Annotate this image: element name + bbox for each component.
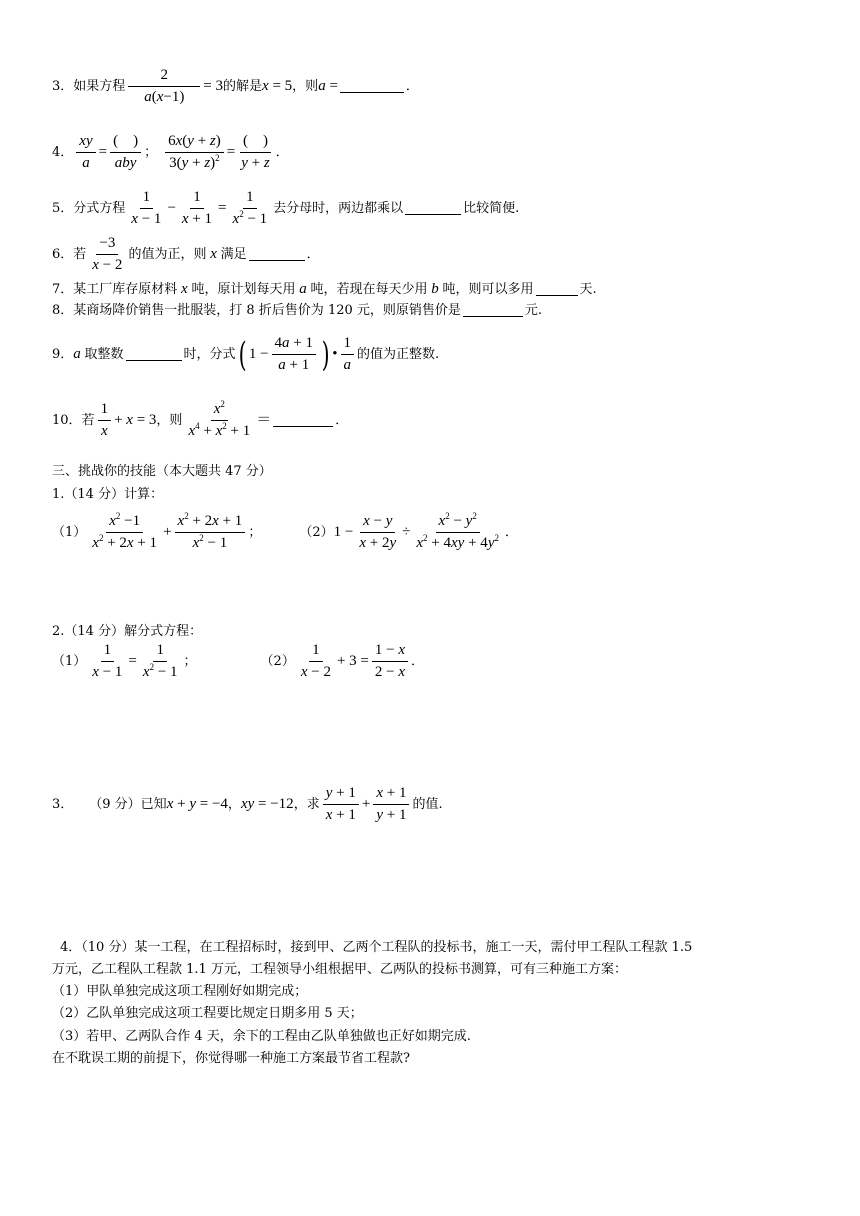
fraction: $\frac{y + 1}{x + 1}$: [323, 786, 359, 823]
fraction: $\frac{1}{x^2 - 1}$: [142, 642, 178, 680]
question-6: 6． 若 $\frac{-3}{x - 2}$ 的值为正，则 x 满足 ．: [52, 235, 320, 273]
fraction: $\frac{xy}{a}$: [76, 134, 95, 171]
problem-1-title: 1.（14 分）计算：: [52, 487, 164, 502]
question-8: 8．某商场降价销售一批服装，打 8 折后售价为 120 元，则原销售价是 元.: [52, 303, 543, 318]
problem-4-line: （3）若甲、乙两队合作 4 天，余下的工程由乙队单独做也正好如期完成.: [52, 1029, 471, 1044]
problem-2-parts: （1） $\frac{1}{x - 1}$ = $\frac{1}{x^2 - 1}$ ； （2） $\frac{1}{x - 2}$ + 3 = $\frac{1 - x}{2 - x}$ ．: [52, 642, 425, 680]
answer-blank[interactable]: [463, 305, 523, 317]
fraction: $\frac{x^2 + 2x + 1}{x^2 - 1}$: [175, 514, 246, 551]
q-number: 10．: [52, 413, 82, 428]
q-text: 的解是: [223, 79, 263, 94]
question-4: 4． $\frac{xy}{a}$ = $\frac{( )}{\text{aby}}$ ； $\frac{6x(y + z)}{3(y + z)^2}$ = $\frac{( )}{y + z}$ ．: [52, 133, 289, 171]
answer-blank[interactable]: [249, 249, 305, 261]
fraction: $\frac{x + 1}{y + 1}$: [373, 786, 409, 823]
question-3: 3． 如果方程 $\frac{2}{a(x-1)}$ = 3 的解是 x = 5 ，则 a = ．: [52, 67, 419, 105]
fraction: $\frac{1}{x}$: [98, 402, 112, 439]
problem-2-title: 2.（14 分）解分式方程：: [52, 624, 203, 639]
q-number: 3．: [52, 79, 74, 94]
answer-blank[interactable]: [405, 203, 461, 215]
answer-blank[interactable]: [536, 284, 578, 296]
fraction: $\frac{1}{x - 2}$: [300, 642, 331, 680]
question-10: 10． 若 $\frac{1}{x}$ + x = 3 ，则 $\frac{x^2}{x^4 + x^2 + 1}$ ＝ ．: [52, 399, 349, 439]
fraction: $\frac{1}{a}$: [341, 336, 355, 373]
question-5: 5． 分式方程 $\frac{1}{x - 1}$ − $\frac{1}{x + 1}$ = $\frac{1}{x^2 - 1}$ 去分母时，两边都乘以 比较简便.: [52, 189, 520, 227]
fraction: $\frac{x - y}{x + 2y}$: [359, 513, 397, 551]
problem-4-line: （2）乙队单独完成这项工程要比规定日期多用 5 天；: [52, 1006, 363, 1021]
q-number: 4．: [52, 145, 74, 160]
fraction: $\frac{1}{x^2 - 1}$: [232, 189, 268, 227]
question-9: 9． a 取整数 时，分式 ( 1 − $\frac{4a + 1}{a + 1}$ ) • $\frac{1}{a}$ 的值为正整数.: [52, 334, 440, 375]
problem-4-line: （1）甲队单独完成这项工程刚好如期完成；: [52, 984, 308, 999]
fraction-blank[interactable]: $\frac{( )}{y + z}$: [241, 133, 270, 171]
fraction: $\frac{x^2 - y^2}{x^2 + 4xy + 4y^2}$: [416, 511, 499, 551]
fraction: $\frac{1}{x - 1}$: [92, 642, 123, 680]
question-7: 7．某工厂库存原材料 x 吨，原计划每天用 a 吨，若现在每天少用 b 吨，则可以多用 天.: [52, 281, 597, 297]
fraction: $\frac{x^2 -1}{x^2 + 2x + 1}$: [92, 511, 158, 551]
fraction: $\frac{6x(y + z)}{3(y + z)^2}$: [165, 134, 224, 171]
section-heading: 三、挑战你的技能（本大题共 47 分）: [52, 464, 272, 479]
q-number: 5．: [52, 201, 74, 216]
problem-4-line: 万元，乙工程队工程款 1.1 万元，工程领导小组根据甲、乙两队的投标书测算，可有三种施工方案：: [52, 962, 627, 977]
problem-4-line: 在不耽误工期的前提下，你觉得哪一种施工方案最节省工程款?: [52, 1051, 410, 1066]
fraction: $\frac{2}{a(x-1)}$: [128, 68, 200, 105]
problem-1-parts: （1） $\frac{x^2 -1}{x^2 + 2x + 1}$ + $\frac{x^2 + 2x + 1}{x^2 - 1}$ ； （2） 1 − $\frac{x - y}{x + 2y}$ ÷ $\frac{x^2 - y^2}{x^2 + 4xy + 4y^2}$ ．: [52, 511, 518, 551]
fraction: $\frac{4a + 1}{a + 1}$: [272, 336, 316, 373]
fraction: $\frac{-3}{x - 2}$: [92, 235, 123, 273]
fraction: $\frac{1}{x + 1}$: [181, 189, 213, 227]
q-number: 3．: [52, 797, 74, 812]
fraction-blank[interactable]: $\frac{( )}{\text{aby}}$: [110, 134, 141, 171]
problem-4-line: 4．（10 分）某一工程，在工程招标时，接到甲、乙两个工程队的投标书，施工一天，需付甲工程队工程款 1.5: [60, 940, 693, 955]
answer-blank[interactable]: [126, 349, 182, 361]
q-text: ，则: [292, 79, 319, 94]
q-text: 如果方程: [73, 79, 126, 94]
q-number: 6．: [52, 247, 74, 262]
answer-blank[interactable]: [340, 81, 404, 93]
answer-blank[interactable]: [273, 415, 333, 427]
fraction: $\frac{1}{x - 1}$: [131, 189, 162, 227]
q-number: 9．: [52, 347, 74, 362]
fraction: $\frac{x^2}{x^4 + x^2 + 1}$: [188, 399, 251, 439]
problem-3: 3． （9 分）已知 x + y = −4 ， xy = −12 ，求 $\frac{y + 1}{x + 1}$ + $\frac{x + 1}{y + 1}$ 的值.: [52, 785, 443, 823]
fraction: $\frac{1 - x}{2 - x}$: [372, 643, 408, 680]
